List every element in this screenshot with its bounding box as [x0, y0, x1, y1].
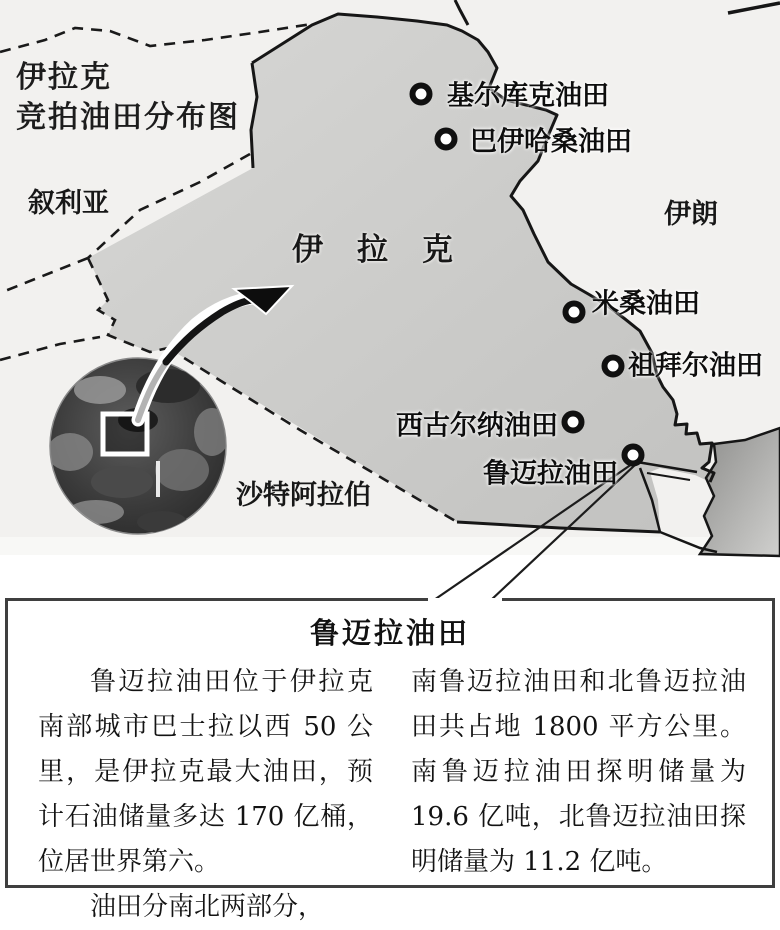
oilfield-marker-rumaila	[622, 444, 645, 467]
infobox-border-gap	[428, 598, 502, 601]
infobox-columns	[8, 656, 772, 930]
infobox-paragraph-2: 油田分南北两部分，	[90, 892, 325, 922]
oilfield-label-zubair: 祖拜尔油田	[628, 350, 763, 381]
map-title-line2: 竞拍油田分布图	[16, 101, 240, 134]
oilfield-label-westqurna: 西古尔纳油田	[396, 410, 558, 441]
rumaila-info-box	[5, 598, 775, 922]
infobox-right-column	[411, 660, 746, 930]
region-label-iran: 伊朗	[664, 199, 718, 229]
infobox-paragraph-3: 南鲁迈拉油田和北鲁迈拉油田共占地 1800 平方公里。南鲁迈拉油田探明储量为 19.6 亿吨，北鲁迈拉油田探明储量为 11.2 亿吨。	[411, 667, 746, 877]
oilfield-marker-westqurna	[562, 411, 585, 434]
region-label-syria: 叙利亚	[28, 188, 109, 218]
oilfield-label-rumaila: 鲁迈拉油田	[483, 458, 618, 489]
infobox-paragraph-1: 鲁迈拉油田位于伊拉克南部城市巴士拉以西 50 公里，是伊拉克最大油田，预计石油储量多达 170 亿桶，位居世界第六。	[38, 667, 373, 877]
oilfield-label-misan: 米桑油田	[592, 288, 700, 319]
map-bottom-fade	[0, 537, 780, 555]
oilfield-marker-misan	[563, 301, 586, 324]
oilfield-label-kirkuk: 基尔库克油田	[447, 80, 609, 111]
region-label-iraq: 伊拉克	[292, 232, 487, 267]
oilfield-label-baihassan: 巴伊哈桑油田	[470, 126, 632, 157]
map-title	[16, 58, 240, 138]
map-title-line1: 伊拉克	[16, 61, 112, 94]
oilfield-marker-baihassan	[435, 128, 458, 151]
oilfield-marker-kirkuk	[410, 83, 433, 106]
region-label-saudi: 沙特阿拉伯	[236, 480, 371, 510]
oilfield-marker-zubair	[602, 355, 625, 378]
infobox-heading: 鲁迈拉油田	[309, 618, 470, 650]
infobox-left-column	[38, 660, 373, 930]
